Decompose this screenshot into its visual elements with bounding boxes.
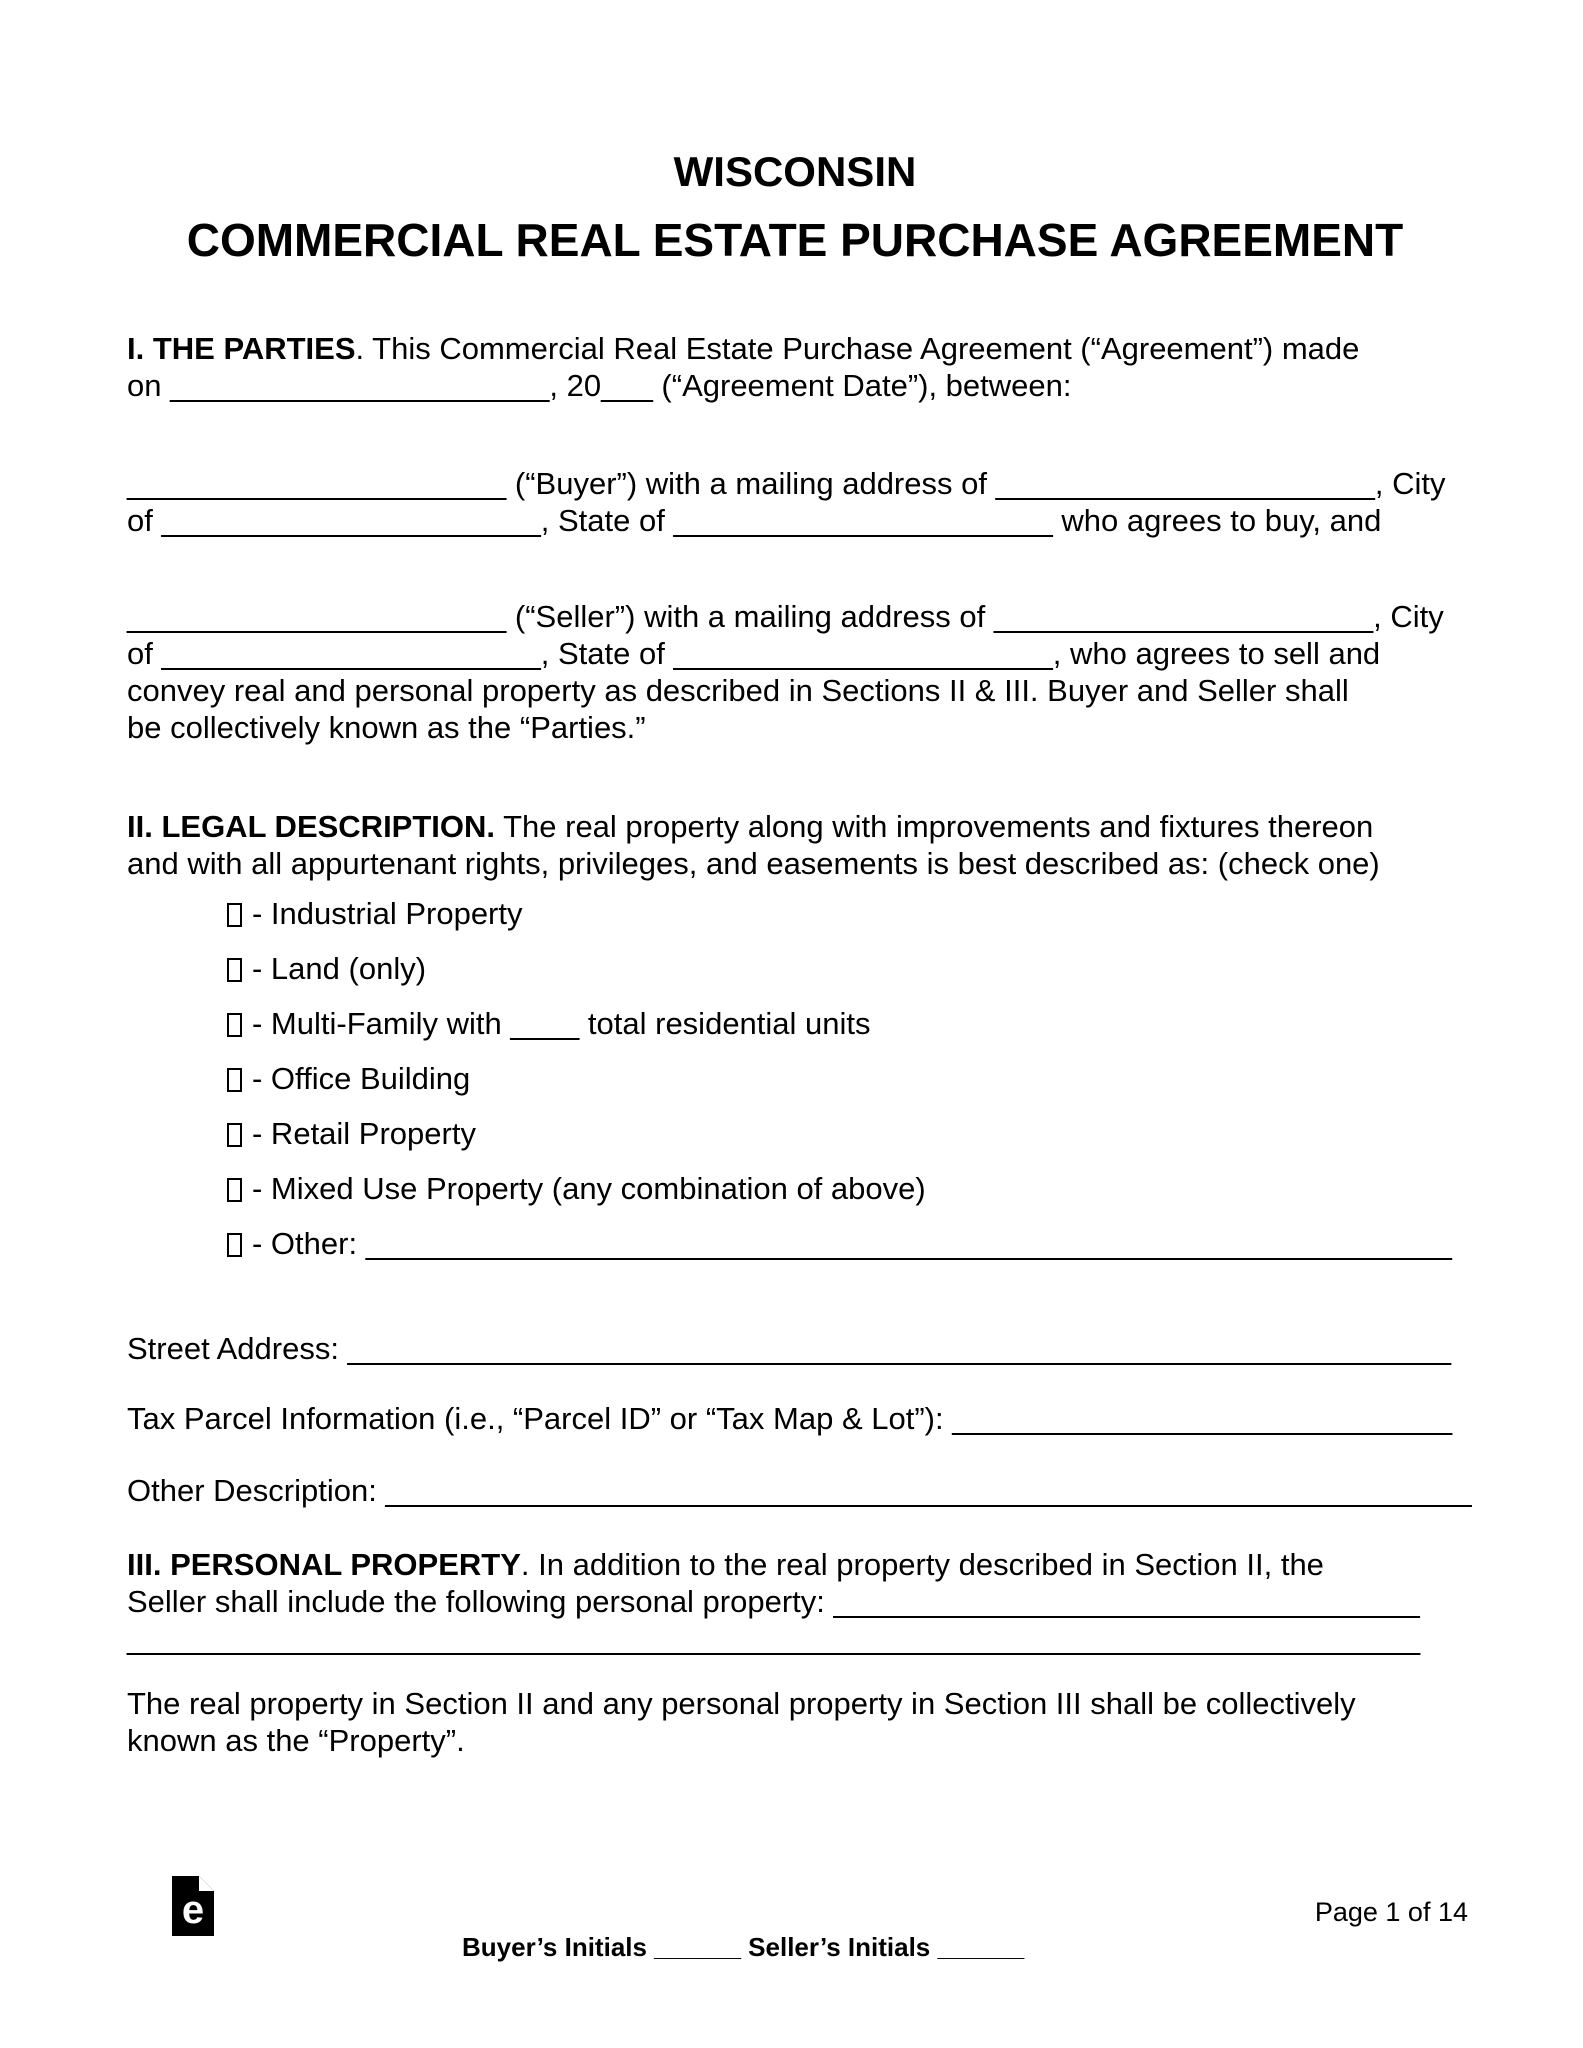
checkbox-item-land [227, 950, 1463, 987]
personal-line-2: Seller shall include the following personal property: __________________________________ [127, 1584, 1420, 1619]
section-parties [127, 330, 1463, 404]
checkbox-icon[interactable] [227, 1013, 242, 1037]
seller-paragraph [127, 598, 1463, 746]
checkbox-label: - Other: _______________________________________________________________ [252, 1226, 1452, 1261]
parties-heading: I. THE PARTIES [127, 331, 356, 366]
closing-line-1: The real property in Section II and any personal property in Section III shall be collectively [127, 1686, 1356, 1721]
checkbox-icon[interactable] [227, 903, 242, 927]
buyer-line-2: of ______________________, State of ______________________ who agrees to buy, and [127, 503, 1382, 538]
tax-parcel-line: Tax Parcel Information (i.e., “Parcel ID” or “Tax Map & Lot”): _____________________________ [127, 1401, 1453, 1436]
checkbox-icon[interactable] [227, 1233, 242, 1257]
street-address-line: Street Address: ________________________________________________________________ [127, 1331, 1451, 1366]
parties-line-1 [127, 330, 1463, 367]
parties-line-2: on ______________________, 20___ (“Agreement Date”), between: [127, 368, 1072, 403]
page-number: Page 1 of 14 [1314, 1897, 1468, 1927]
checkbox-item-other [227, 1225, 1463, 1262]
buyer-line-1: ______________________ (“Buyer”) with a mailing address of ______________________, City [127, 466, 1446, 501]
checkbox-icon[interactable] [227, 1068, 242, 1092]
tax-parcel-field [127, 1400, 1463, 1437]
seller-line-4: be collectively known as the “Parties.” [127, 710, 646, 745]
seller-line-1: ______________________ (“Seller”) with a mailing address of ______________________, City [127, 599, 1444, 634]
checkbox-item-multi-family [227, 1005, 1463, 1042]
checkbox-label: - Land (only) [252, 951, 427, 986]
closing-line-2: known as the “Property”. [127, 1723, 465, 1758]
checkbox-icon[interactable] [227, 1178, 242, 1202]
document-title-main: COMMERCIAL REAL ESTATE PURCHASE AGREEMENT [186, 214, 1404, 266]
other-description-line: Other Description: _______________________________________________________________ [127, 1473, 1472, 1508]
initials-line: Buyer’s Initials ______ Seller’s Initials ______ [462, 1932, 1025, 1962]
section-personal-property [127, 1546, 1463, 1657]
legal-line-1 [127, 808, 1463, 845]
checkbox-label: - Industrial Property [252, 896, 523, 931]
checkbox-label: - Multi-Family with ____ total residential units [252, 1006, 871, 1041]
closing-paragraph [127, 1685, 1463, 1759]
checkbox-item-office [227, 1060, 1463, 1097]
checkbox-label: - Mixed Use Property (any combination of above) [252, 1171, 926, 1206]
document-title-state: WISCONSIN [673, 148, 917, 195]
personal-line-1 [127, 1546, 1463, 1583]
checkbox-label: - Retail Property [252, 1116, 476, 1151]
personal-line-1-rest: . In addition to the real property described in Section II, the [520, 1547, 1324, 1582]
checkbox-item-mixed-use [227, 1170, 1463, 1207]
checkbox-item-retail [227, 1115, 1463, 1152]
street-address-field [127, 1330, 1463, 1367]
parties-line-1-rest: . This Commercial Real Estate Purchase Agreement (“Agreement”) made [355, 331, 1360, 366]
seller-line-3: convey real and personal property as described in Sections II & III. Buyer and Seller shall [127, 673, 1349, 708]
eforms-logo [172, 1876, 214, 1936]
legal-heading: II. LEGAL DESCRIPTION. [127, 809, 496, 844]
eforms-logo-letter: e [181, 1888, 205, 1932]
checkbox-item-industrial [227, 895, 1463, 932]
seller-line-2: of ______________________, State of ______________________, who agrees to sell and [127, 636, 1381, 671]
personal-heading: III. PERSONAL PROPERTY [127, 1547, 521, 1582]
checkbox-label: - Office Building [252, 1061, 471, 1096]
personal-blank-line: ___________________________________________________________________________ [127, 1621, 1421, 1656]
checkbox-icon[interactable] [227, 1123, 242, 1147]
legal-line-1-rest: The real property along with improvements and fixtures thereon [495, 809, 1374, 844]
checkbox-icon[interactable] [227, 958, 242, 982]
legal-line-2: and with all appurtenant rights, privileges, and easements is best described as: (check one) [127, 846, 1380, 881]
section-legal-description [127, 808, 1463, 882]
buyer-paragraph [127, 465, 1463, 539]
other-description-field [127, 1472, 1472, 1509]
property-type-checklist [127, 895, 1463, 1262]
